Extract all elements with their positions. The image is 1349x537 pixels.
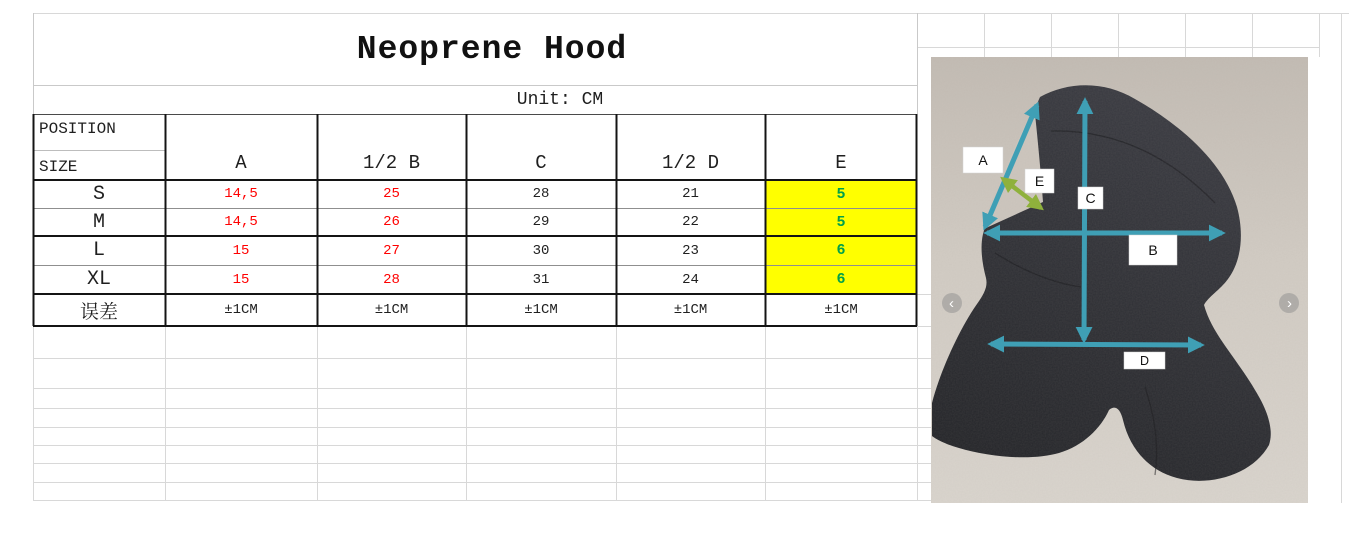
value: 22 (682, 214, 699, 230)
value-cell[interactable] (317, 208, 466, 236)
column-header-label: 1/2 B (362, 152, 420, 174)
size-label: S (92, 182, 105, 206)
value-cell[interactable] (317, 180, 466, 208)
value: 6 (836, 271, 846, 288)
measure-label-d (1124, 352, 1165, 369)
unit-label: Unit: CM (516, 89, 604, 110)
tolerance-cell[interactable] (616, 294, 765, 326)
measure-label-a (963, 147, 1003, 173)
value-cell[interactable] (616, 208, 765, 236)
value-cell[interactable] (165, 265, 317, 294)
carousel-next-button[interactable] (1279, 293, 1299, 313)
size-label: M (92, 210, 105, 234)
value: 5 (836, 185, 846, 203)
value: 14,5 (224, 214, 258, 230)
measure-label-b-text: B (1148, 242, 1158, 258)
title-cell[interactable] (33, 13, 917, 85)
measure-label-e-text: E (1034, 173, 1045, 189)
value-cell-highlighted[interactable] (765, 208, 917, 236)
product-photo (931, 57, 1308, 503)
value-cell[interactable] (466, 208, 616, 236)
value-cell[interactable] (165, 180, 317, 208)
value-cell-highlighted[interactable] (765, 180, 917, 208)
tolerance-cell[interactable] (165, 294, 317, 326)
value: 23 (682, 242, 699, 259)
value: 6 (836, 242, 846, 259)
size-cell-m[interactable] (33, 208, 165, 236)
value: 30 (532, 242, 550, 259)
page-title: Neoprene Hood (356, 30, 628, 68)
value: 31 (532, 271, 550, 288)
corner-size-label: SIZE (39, 158, 78, 176)
value-cell-highlighted[interactable] (765, 236, 917, 265)
tolerance-cell[interactable] (466, 294, 616, 326)
value: 26 (383, 214, 400, 230)
size-label: 误差 (79, 301, 118, 324)
value: 28 (532, 186, 550, 202)
measure-label-b (1129, 235, 1177, 265)
value-cell[interactable] (165, 208, 317, 236)
column-header-half-b[interactable] (317, 114, 466, 180)
value-cell[interactable] (616, 236, 765, 265)
value-cell[interactable] (616, 180, 765, 208)
measure-label-c (1078, 187, 1103, 209)
value-cell[interactable] (317, 236, 466, 265)
value: ±1CM (374, 302, 409, 318)
photo-grain-texture (931, 57, 1308, 503)
value: 5 (836, 213, 846, 231)
value: 15 (232, 271, 250, 288)
column-header-half-d[interactable] (616, 114, 765, 180)
column-header-label: A (235, 152, 247, 174)
value-cell[interactable] (616, 265, 765, 294)
column-header-c[interactable] (466, 114, 616, 180)
chevron-right-icon: › (1287, 295, 1292, 312)
tolerance-cell[interactable] (765, 294, 917, 326)
measure-label-e (1025, 169, 1054, 193)
value-cell[interactable] (466, 236, 616, 265)
size-cell-s[interactable] (33, 180, 165, 208)
value: 24 (682, 271, 699, 288)
size-label: XL (86, 268, 111, 291)
value-cell[interactable] (466, 265, 616, 294)
size-cell-tolerance[interactable] (33, 294, 165, 326)
value: 28 (383, 271, 400, 288)
value: ±1CM (824, 302, 858, 318)
column-header-label: 1/2 D (661, 152, 719, 174)
size-label: L (92, 239, 105, 262)
value: 14,5 (224, 186, 258, 202)
column-header-a[interactable] (165, 114, 317, 180)
value: 27 (383, 242, 400, 259)
tolerance-cell[interactable] (317, 294, 466, 326)
value: ±1CM (524, 302, 558, 318)
size-cell-xl[interactable] (33, 265, 165, 294)
value: ±1CM (224, 302, 258, 318)
measure-arrow-d (991, 344, 1201, 345)
measure-label-c-text: C (1085, 190, 1096, 206)
size-cell-l[interactable] (33, 236, 165, 265)
value-cell[interactable] (317, 265, 466, 294)
value: 21 (682, 186, 699, 202)
measure-label-d-text: D (1139, 354, 1150, 368)
chevron-left-icon: ‹ (949, 295, 954, 312)
value: 29 (532, 214, 550, 230)
measure-label-a-text: A (978, 152, 988, 168)
corner-position-label: POSITION (39, 120, 116, 138)
column-header-e[interactable] (765, 114, 917, 180)
column-header-label: C (535, 152, 547, 174)
corner-header-cell[interactable] (33, 114, 165, 180)
value: 25 (383, 186, 400, 202)
unit-cell[interactable] (33, 85, 917, 114)
value: ±1CM (673, 302, 708, 318)
measure-arrow-c (1084, 101, 1085, 340)
carousel-prev-button[interactable] (942, 293, 962, 313)
column-header-label: E (835, 152, 847, 174)
value-cell-highlighted[interactable] (765, 265, 917, 294)
value-cell[interactable] (165, 236, 317, 265)
value: 15 (232, 242, 250, 259)
value-cell[interactable] (466, 180, 616, 208)
